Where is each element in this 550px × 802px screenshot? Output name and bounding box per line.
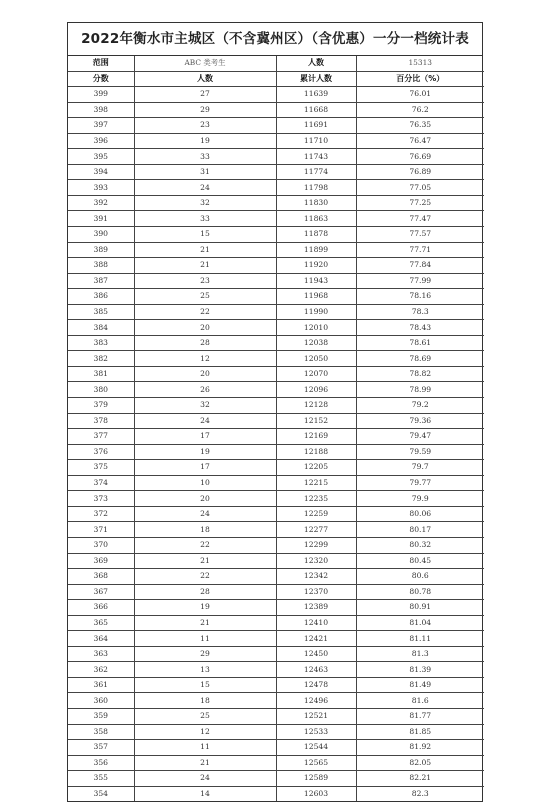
score-cell: 364	[68, 631, 134, 647]
table-row	[68, 149, 484, 165]
table-row	[68, 164, 484, 180]
percent-cell: 78.69	[356, 351, 484, 367]
table-row	[68, 460, 484, 476]
score-cell: 377	[68, 429, 134, 445]
table-row	[68, 491, 484, 507]
percent-cell: 81.3	[356, 646, 484, 662]
score-cell: 361	[68, 677, 134, 693]
cumulative-cell: 12038	[276, 335, 356, 351]
table-row	[68, 631, 484, 647]
score-cell: 360	[68, 693, 134, 709]
percent-cell: 81.6	[356, 693, 484, 709]
range-label: 范围	[68, 56, 134, 71]
score-cell: 387	[68, 273, 134, 289]
header-row-columns	[68, 71, 484, 87]
count-cell: 24	[134, 413, 276, 429]
cumulative-cell: 12320	[276, 553, 356, 569]
score-cell: 358	[68, 724, 134, 740]
score-cell: 380	[68, 382, 134, 398]
score-cell: 375	[68, 460, 134, 476]
cumulative-cell: 12169	[276, 429, 356, 445]
percent-cell: 81.49	[356, 677, 484, 693]
percent-cell: 80.6	[356, 569, 484, 585]
percent-cell: 77.57	[356, 227, 484, 243]
cumulative-cell: 11878	[276, 227, 356, 243]
count-cell: 29	[134, 102, 276, 118]
percent-cell: 79.7	[356, 460, 484, 476]
score-cell: 372	[68, 506, 134, 522]
table-row	[68, 87, 484, 103]
cumulative-cell: 11920	[276, 258, 356, 274]
table-row	[68, 351, 484, 367]
score-table	[68, 56, 484, 801]
score-cell: 359	[68, 708, 134, 724]
table-row	[68, 522, 484, 538]
cumulative-cell: 11668	[276, 102, 356, 118]
count-cell: 24	[134, 506, 276, 522]
count-cell: 25	[134, 708, 276, 724]
cumulative-cell: 12410	[276, 615, 356, 631]
count-cell: 19	[134, 133, 276, 149]
percent-cell: 77.71	[356, 242, 484, 258]
percent-cell: 77.05	[356, 180, 484, 196]
score-cell: 386	[68, 289, 134, 305]
score-cell: 395	[68, 149, 134, 165]
column-header-percent: 百分比（%）	[356, 71, 484, 87]
score-cell: 366	[68, 600, 134, 616]
cumulative-cell: 12096	[276, 382, 356, 398]
score-cell: 355	[68, 771, 134, 787]
score-cell: 384	[68, 320, 134, 336]
percent-cell: 81.92	[356, 740, 484, 756]
column-header-cumulative: 累计人数	[276, 71, 356, 87]
score-cell: 396	[68, 133, 134, 149]
cumulative-cell: 12603	[276, 786, 356, 801]
count-cell: 25	[134, 289, 276, 305]
count-cell: 12	[134, 724, 276, 740]
percent-cell: 80.32	[356, 537, 484, 553]
score-cell: 379	[68, 398, 134, 414]
table-row	[68, 569, 484, 585]
table-row	[68, 413, 484, 429]
score-cell: 370	[68, 537, 134, 553]
score-cell: 390	[68, 227, 134, 243]
score-cell: 385	[68, 304, 134, 320]
count-cell: 33	[134, 211, 276, 227]
count-cell: 18	[134, 522, 276, 538]
table-row	[68, 242, 484, 258]
cumulative-cell: 12370	[276, 584, 356, 600]
cumulative-cell: 12188	[276, 444, 356, 460]
count-cell: 23	[134, 273, 276, 289]
count-cell: 17	[134, 429, 276, 445]
percent-cell: 76.01	[356, 87, 484, 103]
percent-cell: 79.36	[356, 413, 484, 429]
table-row	[68, 273, 484, 289]
score-cell: 382	[68, 351, 134, 367]
percent-cell: 81.04	[356, 615, 484, 631]
score-cell: 365	[68, 615, 134, 631]
cumulative-cell: 12421	[276, 631, 356, 647]
cumulative-cell: 11743	[276, 149, 356, 165]
percent-cell: 82.05	[356, 755, 484, 771]
score-cell: 356	[68, 755, 134, 771]
score-cell: 374	[68, 475, 134, 491]
cumulative-cell: 11774	[276, 164, 356, 180]
cumulative-cell: 12215	[276, 475, 356, 491]
percent-cell: 76.35	[356, 118, 484, 134]
cumulative-cell: 12450	[276, 646, 356, 662]
percent-cell: 77.84	[356, 258, 484, 274]
table-row	[68, 258, 484, 274]
count-cell: 23	[134, 118, 276, 134]
score-cell: 371	[68, 522, 134, 538]
page-title: 2022年衡水市主城区（不含冀州区）（含优惠）一分一档统计表	[68, 23, 482, 56]
table-row	[68, 771, 484, 787]
cumulative-cell: 11798	[276, 180, 356, 196]
percent-cell: 80.91	[356, 600, 484, 616]
count-cell: 15	[134, 677, 276, 693]
percent-cell: 80.78	[356, 584, 484, 600]
percent-cell: 79.59	[356, 444, 484, 460]
percent-cell: 78.99	[356, 382, 484, 398]
percent-cell: 82.3	[411, 788, 429, 798]
table-row	[68, 475, 484, 491]
table-row	[68, 506, 484, 522]
table-row	[68, 320, 484, 336]
table-row	[68, 677, 484, 693]
total-count-value: 15313	[356, 56, 484, 71]
count-cell: 22	[134, 537, 276, 553]
count-cell: 14	[134, 786, 276, 801]
count-cell: 13	[134, 662, 276, 678]
score-cell: 381	[68, 366, 134, 382]
score-cell: 399	[68, 87, 134, 103]
range-value: ABC 类考生	[134, 56, 276, 71]
table-row	[68, 553, 484, 569]
table-row	[68, 118, 484, 134]
score-cell: 373	[68, 491, 134, 507]
total-count-label: 人数	[276, 56, 356, 71]
table-row	[68, 133, 484, 149]
count-cell: 27	[134, 87, 276, 103]
table-row	[68, 646, 484, 662]
score-cell: 397	[68, 118, 134, 134]
cumulative-cell: 12152	[276, 413, 356, 429]
count-cell: 19	[134, 600, 276, 616]
table-row	[68, 693, 484, 709]
count-cell: 31	[134, 164, 276, 180]
score-cell: 363	[68, 646, 134, 662]
score-cell: 367	[68, 584, 134, 600]
percent-cell: 76.89	[356, 164, 484, 180]
score-table-body	[68, 56, 484, 801]
score-cell: 389	[68, 242, 134, 258]
score-cell: 394	[68, 164, 134, 180]
count-cell: 18	[134, 693, 276, 709]
cumulative-cell: 12589	[276, 771, 356, 787]
score-cell: 354	[68, 786, 134, 801]
score-cell: 393	[68, 180, 134, 196]
score-cell: 376	[68, 444, 134, 460]
percent-cell: 81.77	[356, 708, 484, 724]
table-row	[68, 304, 484, 320]
percent-cell: 77.47	[356, 211, 484, 227]
cumulative-cell: 12521	[276, 708, 356, 724]
cumulative-cell: 12010	[276, 320, 356, 336]
cumulative-cell: 12299	[276, 537, 356, 553]
cumulative-cell: 12205	[276, 460, 356, 476]
score-cell: 362	[68, 662, 134, 678]
table-row	[68, 740, 484, 756]
cumulative-cell: 12565	[276, 755, 356, 771]
table-row	[68, 584, 484, 600]
score-cell: 388	[68, 258, 134, 274]
count-cell: 10	[134, 475, 276, 491]
percent-cell: 76.2	[356, 102, 484, 118]
percent-cell: 78.3	[356, 304, 484, 320]
score-cell: 357	[68, 740, 134, 756]
table-row	[68, 444, 484, 460]
table-row	[68, 382, 484, 398]
cumulative-cell: 12277	[276, 522, 356, 538]
table-row	[68, 615, 484, 631]
count-cell: 26	[134, 382, 276, 398]
count-cell: 15	[134, 227, 276, 243]
count-cell: 28	[134, 335, 276, 351]
count-cell: 32	[134, 398, 276, 414]
column-header-count: 人数	[134, 71, 276, 87]
count-cell: 24	[134, 180, 276, 196]
score-cell: 391	[68, 211, 134, 227]
cumulative-cell: 12544	[276, 740, 356, 756]
table-row	[68, 786, 484, 801]
count-cell: 28	[134, 584, 276, 600]
percent-cell: 77.99	[356, 273, 484, 289]
table-row	[68, 708, 484, 724]
cumulative-cell: 11863	[276, 211, 356, 227]
score-cell: 378	[68, 413, 134, 429]
percent-cell: 76.69	[356, 149, 484, 165]
cumulative-cell: 11691	[276, 118, 356, 134]
cumulative-cell: 12259	[276, 506, 356, 522]
table-row	[68, 662, 484, 678]
count-cell: 12	[134, 351, 276, 367]
cumulative-cell: 12496	[276, 693, 356, 709]
percent-cell: 80.45	[356, 553, 484, 569]
percent-cell: 81.85	[356, 724, 484, 740]
count-cell: 33	[134, 149, 276, 165]
table-row	[68, 429, 484, 445]
cumulative-cell: 12389	[276, 600, 356, 616]
percent-cell: 82.21	[356, 771, 484, 787]
table-row	[68, 724, 484, 740]
count-cell: 19	[134, 444, 276, 460]
percent-cell: 77.25	[356, 195, 484, 211]
table-row	[68, 289, 484, 305]
table-row	[68, 398, 484, 414]
percent-cell: 78.82	[356, 366, 484, 382]
table-row	[68, 537, 484, 553]
percent-cell: 79.47	[356, 429, 484, 445]
percent-cell: 80.17	[356, 522, 484, 538]
count-cell: 22	[134, 304, 276, 320]
cumulative-cell: 11830	[276, 195, 356, 211]
count-cell: 24	[134, 771, 276, 787]
cumulative-cell: 11968	[276, 289, 356, 305]
table-row	[68, 600, 484, 616]
count-cell: 32	[134, 195, 276, 211]
cumulative-cell: 12342	[276, 569, 356, 585]
cumulative-cell: 12533	[276, 724, 356, 740]
percent-cell: 78.16	[356, 289, 484, 305]
count-cell: 21	[134, 242, 276, 258]
percent-cell: 81.11	[356, 631, 484, 647]
table-row	[68, 102, 484, 118]
table-row	[68, 366, 484, 382]
score-cell: 398	[68, 102, 134, 118]
table-row	[68, 211, 484, 227]
cumulative-cell: 12235	[276, 491, 356, 507]
count-cell: 29	[134, 646, 276, 662]
count-cell: 20	[134, 366, 276, 382]
count-cell: 21	[134, 755, 276, 771]
cumulative-cell: 12128	[276, 398, 356, 414]
cumulative-cell: 11710	[276, 133, 356, 149]
score-cell: 383	[68, 335, 134, 351]
count-cell: 11	[134, 740, 276, 756]
percent-cell: 78.43	[356, 320, 484, 336]
score-cell: 368	[68, 569, 134, 585]
column-header-score: 分数	[68, 71, 134, 87]
cumulative-cell: 12478	[276, 677, 356, 693]
cumulative-cell: 11990	[276, 304, 356, 320]
cumulative-cell: 12070	[276, 366, 356, 382]
score-distribution-sheet	[67, 22, 483, 802]
count-cell: 17	[134, 460, 276, 476]
cumulative-cell: 11639	[276, 87, 356, 103]
count-cell: 21	[134, 615, 276, 631]
percent-cell: 79.9	[356, 491, 484, 507]
table-row	[68, 180, 484, 196]
cumulative-cell: 11899	[276, 242, 356, 258]
percent-cell: 81.39	[356, 662, 484, 678]
count-cell: 21	[134, 258, 276, 274]
count-cell: 20	[134, 320, 276, 336]
percent-cell: 76.47	[356, 133, 484, 149]
table-row	[68, 335, 484, 351]
count-cell: 22	[134, 569, 276, 585]
percent-cell: 78.61	[356, 335, 484, 351]
cumulative-cell: 12050	[276, 351, 356, 367]
table-row	[68, 755, 484, 771]
header-row-range	[68, 56, 484, 71]
count-cell: 11	[134, 631, 276, 647]
count-cell: 21	[134, 553, 276, 569]
score-cell: 392	[68, 195, 134, 211]
count-cell: 20	[134, 491, 276, 507]
table-row	[68, 227, 484, 243]
table-row	[68, 195, 484, 211]
score-cell: 369	[68, 553, 134, 569]
percent-cell: 79.2	[356, 398, 484, 414]
cumulative-cell: 11943	[276, 273, 356, 289]
cumulative-cell: 12463	[276, 662, 356, 678]
percent-cell: 79.77	[356, 475, 484, 491]
percent-cell: 80.06	[356, 506, 484, 522]
